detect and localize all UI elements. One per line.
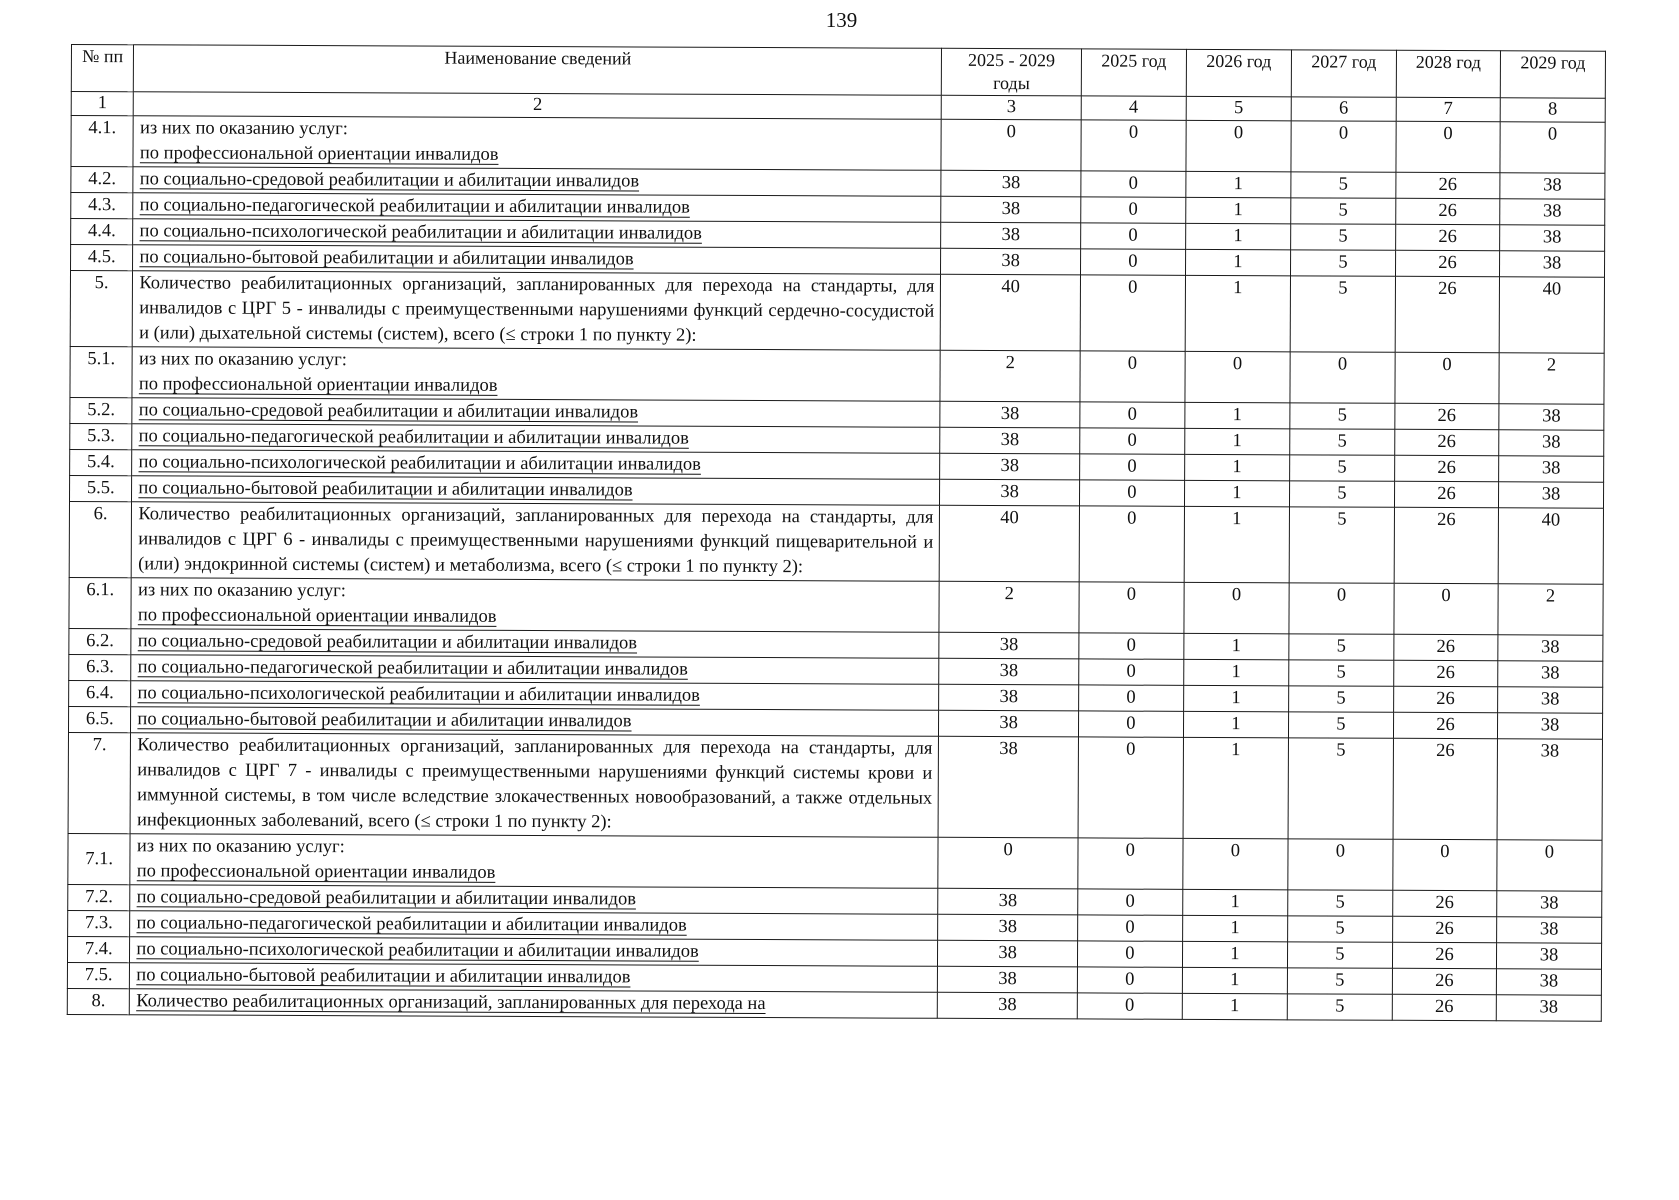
row-value: 1 [1184, 506, 1289, 582]
row-value: 38 [938, 966, 1077, 993]
row-value: 1 [1185, 275, 1290, 351]
row-value: 38 [1500, 225, 1605, 251]
row-value: 1 [1185, 428, 1290, 454]
table-row [70, 346, 1604, 404]
row-value: 40 [1498, 508, 1603, 584]
table-row [68, 833, 1602, 891]
row-value: 38 [940, 427, 1079, 454]
row-value: 5 [1291, 198, 1396, 224]
header-year-2027: 2027 год [1291, 50, 1396, 97]
row-description: по социально-средовой реабилитации и абилитации инвалидов [130, 885, 938, 915]
row-value: 26 [1395, 455, 1499, 481]
row-value: 0 [1081, 197, 1186, 223]
row-value: 0 [1080, 402, 1185, 428]
row-value: 40 [941, 274, 1081, 351]
row-value: 5 [1289, 660, 1394, 686]
row-value: 1 [1185, 402, 1290, 428]
row-value: 0 [1081, 120, 1186, 171]
row-value: 0 [1393, 839, 1497, 890]
row-value: 2 [1499, 353, 1604, 404]
row-value: 0 [1079, 633, 1184, 659]
header-name: Наименование сведений [134, 45, 942, 96]
row-description: по социально-педагогической реабилитации и абилитации инвалидов [133, 193, 941, 223]
row-number: 6.2. [69, 628, 132, 654]
row-value: 38 [1496, 995, 1601, 1021]
row-value: 26 [1396, 198, 1500, 224]
row-value: 38 [1497, 739, 1603, 840]
row-value: 0 [1186, 120, 1291, 171]
row-value: 1 [1185, 249, 1290, 275]
row-value: 5 [1287, 916, 1392, 942]
row-value: 0 [1500, 122, 1605, 173]
row-value: 0 [1078, 737, 1183, 838]
table-row [69, 577, 1603, 635]
row-value: 1 [1183, 711, 1288, 737]
row-number: 6.1. [69, 577, 132, 628]
row-value: 38 [939, 658, 1078, 685]
table-header [71, 45, 1605, 123]
header-year-2029: 2029 год [1500, 51, 1605, 98]
row-number: 7. [68, 732, 131, 833]
row-value: 1 [1184, 454, 1289, 480]
header-year-2025: 2025 год [1081, 49, 1186, 96]
row-value: 0 [1080, 275, 1185, 351]
row-description: по социально-бытовой реабилитации и абилитации инвалидов [133, 245, 941, 275]
row-number: 6. [69, 501, 132, 577]
row-number: 4.3. [71, 193, 134, 219]
row-value: 0 [1497, 840, 1602, 891]
row-value: 26 [1394, 686, 1498, 712]
row-value: 0 [1079, 480, 1184, 506]
row-value: 0 [1077, 915, 1182, 941]
row-description: из них по оказанию услуг: по профессиональной ориентации инвалидов [132, 347, 940, 402]
row-value: 1 [1183, 737, 1288, 838]
row-value: 0 [938, 837, 1078, 889]
table-row [70, 271, 1604, 354]
row-value: 26 [1395, 276, 1499, 352]
row-value: 1 [1184, 480, 1289, 506]
row-value: 0 [1079, 506, 1184, 582]
table-row [69, 501, 1603, 584]
row-description: из них по оказанию услуг: по профессиональной ориентации инвалидов [130, 834, 938, 889]
document-sheet [67, 44, 1606, 1022]
row-value: 38 [941, 170, 1080, 197]
row-description: из них по оказанию услуг: по профессиональной ориентации инвалидов [133, 116, 941, 171]
row-value: 0 [1395, 352, 1499, 403]
row-description: Количество реабилитационных организаций, запланированных для перехода на [130, 989, 938, 1019]
column-index: 5 [1186, 96, 1291, 120]
row-value: 2 [940, 350, 1080, 402]
row-number: 4.1. [71, 116, 134, 167]
row-description: по социально-бытовой реабилитации и абилитации инвалидов [130, 963, 938, 993]
row-description: из них по оказанию услуг: по профессиональной ориентации инвалидов [131, 578, 939, 633]
row-number: 7.1. [68, 833, 131, 884]
header-year-total: 2025 - 2029 годы [942, 48, 1082, 96]
row-value: 38 [938, 914, 1077, 941]
row-description: по социально-средовой реабилитации и абилитации инвалидов [132, 398, 940, 428]
table-row [71, 116, 1605, 174]
header-year-2026: 2026 год [1186, 49, 1291, 96]
row-value: 38 [941, 222, 1080, 249]
row-value: 1 [1186, 171, 1291, 197]
row-value: 2 [939, 581, 1079, 633]
row-value: 5 [1288, 686, 1393, 712]
row-value: 5 [1291, 172, 1396, 198]
row-value: 0 [1080, 249, 1185, 275]
row-description: по социально-педагогической реабилитации и абилитации инвалидов [131, 655, 939, 685]
row-value: 26 [1392, 942, 1496, 968]
row-number: 5.3. [70, 423, 133, 449]
row-value: 0 [1396, 121, 1500, 172]
row-value: 26 [1393, 916, 1497, 942]
row-value: 5 [1290, 403, 1395, 429]
column-index: 1 [71, 92, 133, 116]
row-value: 38 [938, 888, 1077, 915]
row-value: 38 [938, 940, 1077, 967]
row-value: 1 [1184, 659, 1289, 685]
row-number: 8. [67, 988, 130, 1014]
row-value: 38 [1497, 891, 1602, 917]
row-value: 5 [1289, 455, 1394, 481]
row-value: 38 [1498, 635, 1603, 661]
row-number: 5.4. [70, 449, 133, 475]
row-value: 0 [1081, 171, 1186, 197]
row-value: 38 [940, 479, 1079, 506]
row-value: 0 [1079, 659, 1184, 685]
row-value: 38 [1497, 713, 1602, 739]
row-value: 26 [1394, 507, 1498, 583]
row-description: по социально-психологической реабилитации и абилитации инвалидов [133, 219, 941, 249]
table-row [67, 988, 1601, 1021]
row-value: 5 [1288, 890, 1393, 916]
row-value: 38 [1498, 687, 1603, 713]
row-value: 5 [1289, 634, 1394, 660]
row-value: 26 [1394, 660, 1498, 686]
row-value: 38 [940, 401, 1079, 428]
row-number: 5. [70, 271, 133, 347]
row-number: 6.4. [69, 680, 132, 706]
row-value: 0 [1291, 121, 1396, 172]
header-row [71, 45, 1605, 99]
row-value: 26 [1393, 890, 1497, 916]
row-value: 38 [940, 453, 1079, 480]
row-description: по социально-средовой реабилитации и абилитации инвалидов [133, 167, 941, 197]
row-number: 4.5. [71, 245, 134, 271]
row-value: 2 [1498, 584, 1603, 635]
row-value: 5 [1289, 507, 1394, 583]
row-value: 38 [1499, 430, 1604, 456]
header-num: № пп [71, 45, 134, 92]
row-value: 26 [1392, 968, 1496, 994]
row-value: 26 [1396, 224, 1500, 250]
row-description: по социально-педагогической реабилитации и абилитации инвалидов [132, 424, 940, 454]
row-value: 38 [939, 710, 1078, 737]
row-value: 38 [1500, 173, 1605, 199]
row-value: 38 [1496, 969, 1601, 995]
row-value: 26 [1395, 429, 1499, 455]
table-body [67, 116, 1605, 1022]
column-index: 7 [1396, 97, 1500, 121]
column-index: 4 [1081, 96, 1186, 120]
row-number: 6.3. [69, 654, 132, 680]
row-value: 5 [1289, 481, 1394, 507]
row-value: 5 [1287, 968, 1392, 994]
table-row [68, 732, 1602, 840]
row-number: 7.3. [68, 910, 131, 936]
row-value: 5 [1288, 738, 1393, 839]
row-description: Количество реабилитационных организаций, запланированных для перехода на стандарты, для инвалидов с ЦРГ 7 - инвалиды с преимущественными нарушениями функций системы крови и иммунной системы, в том числе вследствие злокачественных новообразований, а также отдельных инфекционных заболеваний, всего (≤ строки 1 по пункту 2): [130, 733, 939, 838]
row-value: 38 [1498, 661, 1603, 687]
row-value: 0 [1184, 582, 1289, 633]
row-value: 1 [1182, 915, 1287, 941]
row-value: 0 [1183, 838, 1288, 889]
row-description: по социально-психологической реабилитации и абилитации инвалидов [131, 681, 939, 711]
row-value: 38 [941, 196, 1080, 223]
row-value: 40 [1499, 277, 1604, 353]
row-value: 0 [1077, 967, 1182, 993]
row-number: 4.4. [71, 219, 134, 245]
row-value: 38 [939, 632, 1078, 659]
data-table [67, 44, 1606, 1022]
row-number: 5.5. [70, 475, 133, 501]
row-description: по социально-бытовой реабилитации и абилитации инвалидов [131, 707, 939, 737]
row-value: 1 [1182, 967, 1287, 993]
row-value: 26 [1393, 738, 1497, 839]
row-value: 0 [1079, 454, 1184, 480]
row-description: по социально-средовой реабилитации и абилитации инвалидов [131, 629, 939, 659]
column-index: 6 [1291, 97, 1396, 121]
row-value: 0 [1077, 993, 1182, 1019]
header-year-2028: 2028 год [1396, 50, 1500, 97]
column-index: 8 [1500, 98, 1605, 122]
column-index: 2 [134, 92, 942, 120]
row-value: 26 [1393, 712, 1497, 738]
row-number: 5.1. [70, 346, 133, 397]
row-value: 1 [1183, 685, 1288, 711]
row-value: 26 [1394, 481, 1498, 507]
row-value: 26 [1395, 250, 1499, 276]
row-value: 38 [1499, 404, 1604, 430]
row-value: 26 [1392, 994, 1496, 1020]
row-value: 26 [1395, 403, 1499, 429]
row-value: 0 [1394, 583, 1498, 634]
row-value: 26 [1396, 172, 1500, 198]
row-value: 38 [939, 736, 1079, 838]
row-description: по социально-педагогической реабилитации и абилитации инвалидов [130, 911, 938, 941]
row-value: 0 [1078, 838, 1183, 889]
row-value: 0 [1078, 889, 1183, 915]
row-value: 38 [941, 248, 1080, 275]
row-value: 26 [1394, 634, 1498, 660]
row-value: 5 [1290, 276, 1395, 352]
row-value: 5 [1290, 429, 1395, 455]
row-value: 38 [1499, 456, 1604, 482]
row-value: 1 [1184, 633, 1289, 659]
row-description: по социально-бытовой реабилитации и абилитации инвалидов [132, 476, 940, 506]
row-description: Количество реабилитационных организаций, запланированных для перехода на стандарты, для инвалидов с ЦРГ 5 - инвалиды с преимущественными нарушениями функций сердечно-сосудистой и (или) дыхательной системы (систем), всего (≤ строки 1 по пункту 2): [133, 271, 941, 351]
row-value: 0 [1079, 582, 1184, 633]
row-value: 5 [1288, 712, 1393, 738]
row-description: по социально-психологической реабилитации и абилитации инвалидов [130, 937, 938, 967]
row-number: 4.2. [71, 167, 134, 193]
row-value: 1 [1182, 993, 1287, 1019]
row-value: 0 [1290, 352, 1395, 403]
row-value: 38 [1500, 199, 1605, 225]
row-value: 5 [1287, 994, 1392, 1020]
row-value: 38 [1497, 917, 1602, 943]
row-description: Количество реабилитационных организаций, запланированных для перехода на стандарты, для инвалидов с ЦРГ 6 - инвалиды с преимущественными нарушениями функций пищеварительной и (или) эндокринной системы (систем) и метаболизма, всего (≤ строки 1 по пункту 2): [132, 502, 940, 582]
row-value: 0 [1289, 583, 1394, 634]
row-value: 0 [1288, 839, 1393, 890]
row-description: по социально-психологической реабилитации и абилитации инвалидов [132, 450, 940, 480]
row-value: 5 [1287, 942, 1392, 968]
row-value: 1 [1183, 889, 1288, 915]
column-index: 3 [942, 95, 1081, 120]
row-value: 5 [1290, 250, 1395, 276]
row-value: 1 [1186, 197, 1291, 223]
page-number: 139 [825, 8, 858, 32]
row-number: 7.2. [68, 884, 131, 910]
row-value: 0 [1078, 685, 1183, 711]
row-value: 0 [1185, 351, 1290, 402]
row-value: 0 [1080, 428, 1185, 454]
row-value: 5 [1291, 224, 1396, 250]
row-value: 38 [939, 684, 1078, 711]
row-number: 5.2. [70, 397, 133, 423]
row-number: 6.5. [68, 706, 131, 732]
row-value: 1 [1185, 223, 1290, 249]
row-value: 0 [1080, 223, 1185, 249]
row-value: 38 [938, 992, 1077, 1019]
row-number: 7.4. [67, 936, 130, 962]
row-number: 7.5. [67, 962, 130, 988]
row-value: 40 [940, 505, 1080, 582]
row-value: 0 [1077, 941, 1182, 967]
row-value: 1 [1182, 941, 1287, 967]
row-value: 0 [941, 119, 1081, 171]
row-value: 38 [1498, 482, 1603, 508]
row-value: 38 [1499, 251, 1604, 277]
row-value: 38 [1496, 943, 1601, 969]
row-value: 0 [1080, 351, 1185, 402]
row-value: 0 [1078, 711, 1183, 737]
